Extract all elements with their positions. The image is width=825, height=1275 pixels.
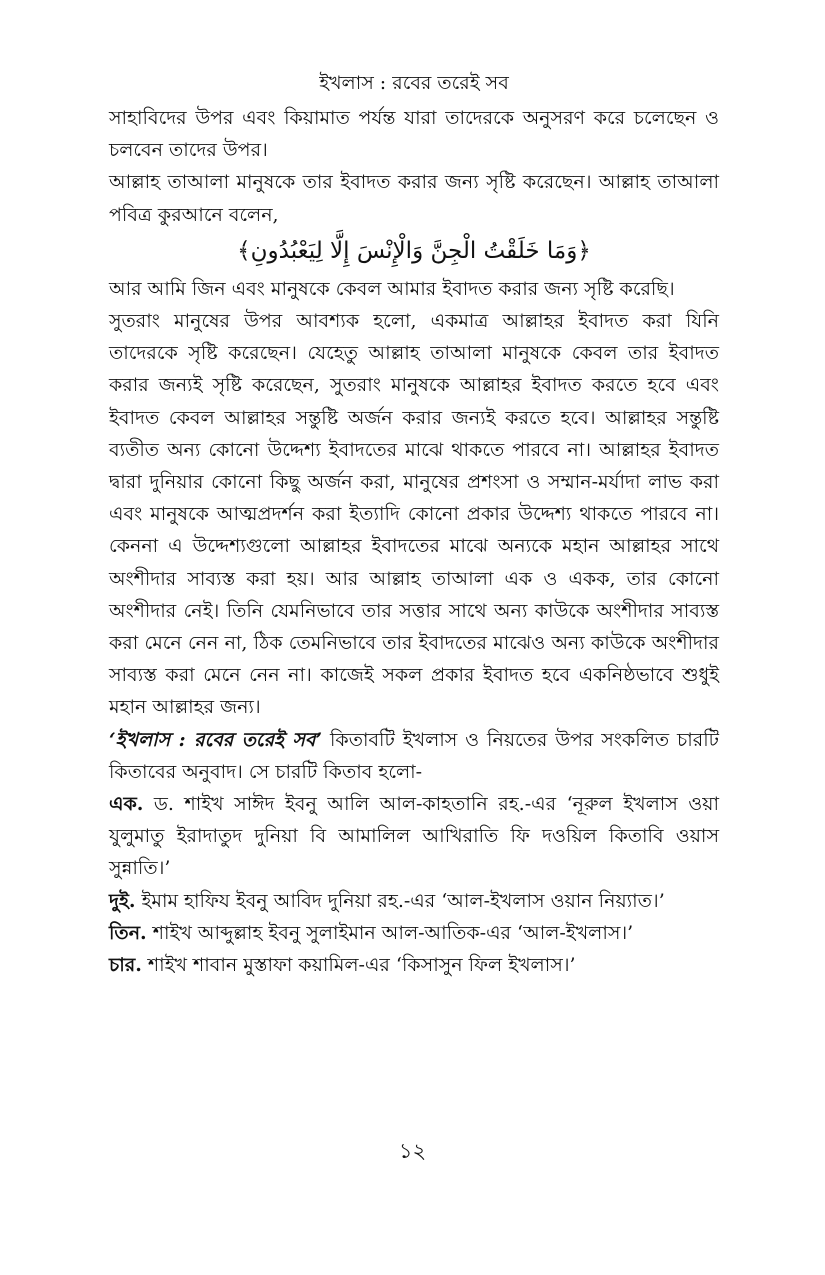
book-list-item: [109, 949, 719, 981]
book-intro: [109, 724, 719, 788]
book-list-label: এক.: [109, 793, 144, 816]
book-list-label: তিন.: [109, 921, 147, 944]
book-list-label: চার.: [109, 954, 142, 977]
verse-translation: আর আমি জিন এবং মানুষকে কেবল আমার ইবাদত করার জন্য সৃষ্টি করেছি।: [109, 277, 675, 300]
page-content: [109, 66, 719, 981]
book-intro-text: কিতাবটি ইখলাস ও নিয়তের উপর সংকলিত চারটি কিতাবের অনুবাদ। সে চারটি কিতাব হলো-: [109, 728, 720, 783]
book-list-text: ইমাম হাফিয ইবনু আবিদ দুনিয়া রহ.-এর ‘আল-ইখলাস ওয়ান নিয়্যাত।’: [135, 889, 665, 912]
book-list-item: [109, 885, 719, 917]
book-list-item: [109, 917, 719, 949]
book-list-item: [109, 788, 719, 885]
paragraph: সাহাবিদের উপর এবং কিয়ামাত পর্যন্ত যারা তাদেরকে অনুসরণ করে চলেছেন ও চলবেন তাদের উপর।: [109, 107, 719, 162]
page-number: ১২: [398, 1139, 427, 1163]
paragraph: সুতরাং মানুষের উপর আবশ্যক হলো, একমাত্র আল্লাহর ইবাদত করা যিনি তাদেরকে সৃষ্টি করেছেন। যেহেতু আল্লাহ তাআলা মানুষকে কেবল তার ইবাদত করার জন্যই সৃষ্টি করেছেন, সুতরাং মানুষকে আল্লাহর ইবাদত করতে হবে এবং ইবাদত কেবল আল্লাহর সন্তুষ্টি অর্জন করার জন্যই করতে হবে। আল্লাহর সন্তুষ্টি ব্যতীত অন্য কোনো উদ্দেশ্য ইবাদতের মাঝে থাকতে পারবে না। আল্লাহর ইবাদত দ্বারা দুনিয়ার কোনো কিছু অর্জন করা, মানুষের প্রশংসা ও সম্মান-মর্যাদা লাভ করা এবং মানুষকে আত্মপ্রদর্শন করা ইত্যাদি কোনো প্রকার উদ্দেশ্য থাকতে পারবে না। কেননা এ উদ্দেশ্যগুলো আল্লাহর ইবাদতের মাঝে অন্যকে মহান আল্লাহর সাথে অংশীদার সাব্যস্ত করা হয়। আর আল্লাহ তাআলা এক ও একক, তার কোনো অংশীদার নেই। তিনি যেমনিভাবে তার সত্তার সাথে অন্য কাউকে অংশীদার সাব্যস্ত করা মেনে নেন না, ঠিক তেমনিভাবে তার ইবাদতের মাঝেও অন্য কাউকে অংশীদার সাব্যস্ত করা মেনে নেন না। কাজেই সকল প্রকার ইবাদত হবে একনিষ্ঠভাবে শুধুই মহান আল্লাহর জন্য।: [109, 310, 719, 719]
body-text: [109, 102, 719, 981]
book-list-text: শাইখ শাবান মুস্তাফা কয়ামিল-এর ‘কিসাসুন ফিল ইখলাস।’: [141, 954, 576, 977]
paragraph: আল্লাহ তাআলা মানুষকে তার ইবাদত করার জন্য সৃষ্টি করেছেন। আল্লাহ তাআলা পবিত্র কুরআনে বলেন,: [109, 171, 719, 226]
book-list-text: শাইখ আব্দুল্লাহ ইবনু সুলাইমান আল-আতিক-এর ‘আল-ইখলাস।’: [146, 921, 634, 944]
book-title: ‘ইখলাস : রবের তরেই সব’: [109, 728, 323, 751]
quran-verse: ﴿وَمَا خَلَقْتُ الْجِنَّ وَالْإِنْسَ إِلَّا لِيَعْبُدُونِ﴾: [237, 237, 591, 264]
running-head: ইখলাস : রবের তরেই সব: [319, 72, 509, 94]
book-list-text: ড. শাইখ সাঈদ ইবনু আলি আল-কাহতানি রহ.-এর ‘নূরুল ইখলাস ওয়া যুলুমাতু ইরাদাতুদ দুনিয়া বি আমালিল আখিরাতি ফি দওয়িল কিতাবি ওয়াস সুন্নাতি।’: [109, 793, 719, 880]
book-list-label: দুই.: [109, 889, 136, 912]
